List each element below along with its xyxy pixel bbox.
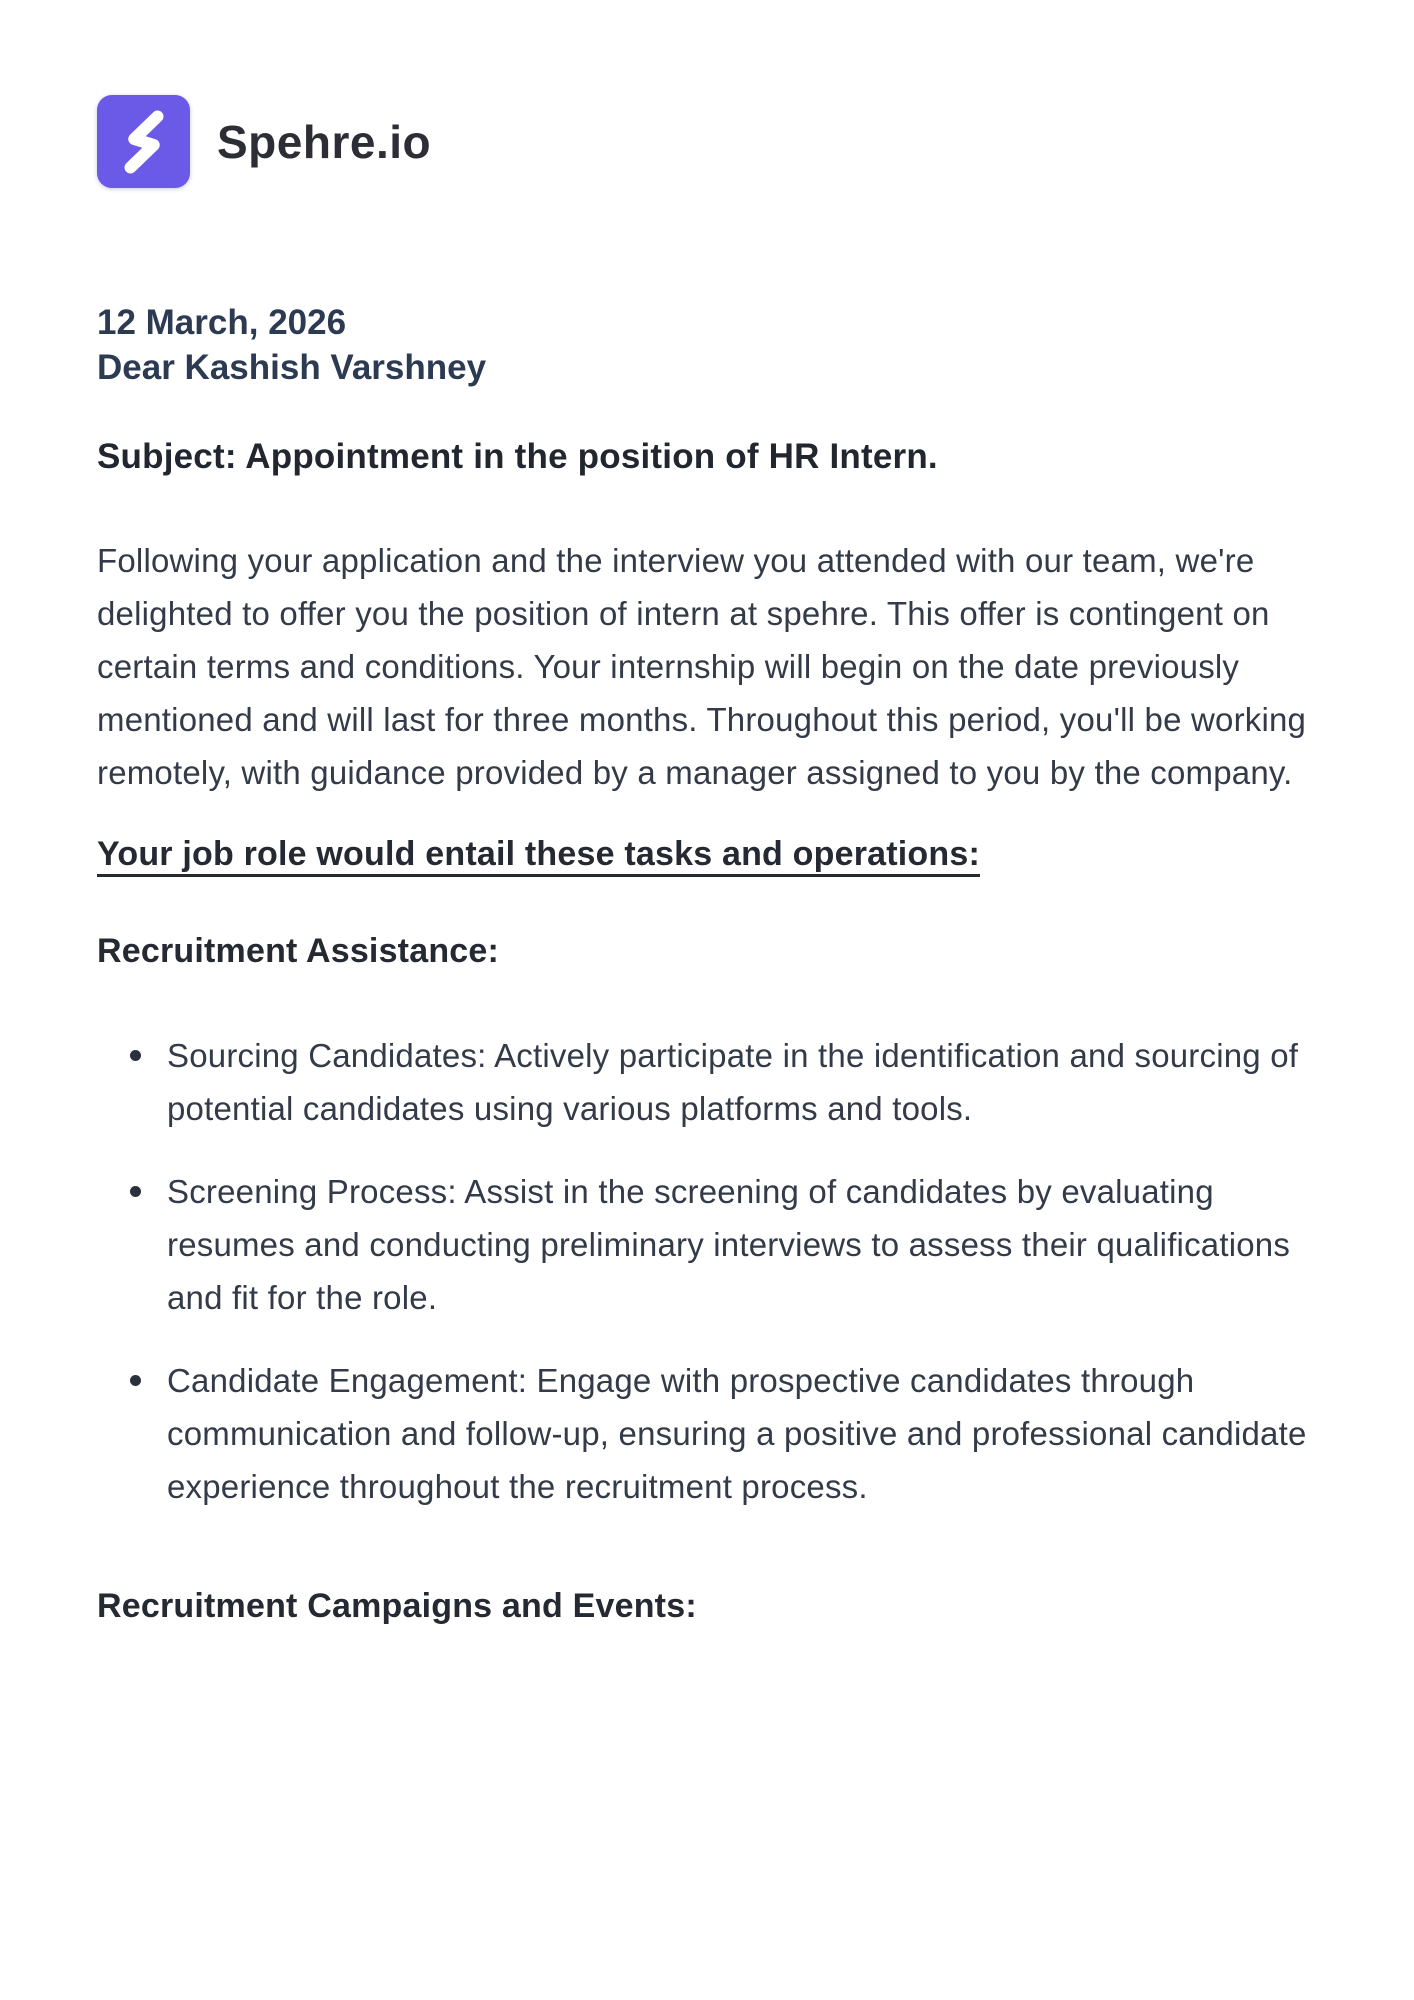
brand-header [97, 95, 1324, 188]
recruitment-assistance-list [97, 1029, 1324, 1513]
list-item: Candidate Engagement: Engage with prospective candidates through communication and follow-up, ensuring a positive and professional candidate experience throughout the recruitment process. [97, 1354, 1324, 1513]
letter-date: 12 March, 2026 [97, 303, 347, 342]
spehre-logo-badge [97, 95, 190, 188]
job-role-section-heading: Your job role would entail these tasks and operations: [97, 835, 980, 873]
recruitment-assistance-heading: Recruitment Assistance: [97, 932, 500, 970]
list-item: Sourcing Candidates: Actively participate in the identification and sourcing of potential candidates using various platforms and tools. [97, 1029, 1324, 1135]
letter-subject: Subject: Appointment in the position of HR Intern. [97, 437, 938, 476]
s-bolt-icon [108, 106, 180, 178]
recruitment-campaigns-heading: Recruitment Campaigns and Events: [97, 1587, 697, 1625]
letter-header-block [97, 300, 1324, 390]
letter-greeting: Dear Kashish Varshney [97, 348, 487, 387]
letter-intro-paragraph: Following your application and the interview you attended with our team, we're delighted to offer you the position of intern at spehre. This offer is contingent on certain terms and conditions. Your internship will begin on the date previously mentioned and will last for three months. Throughout this period, you'll be working remotely, with guidance provided by a manager assigned to you by the company. [97, 542, 1307, 791]
list-item: Screening Process: Assist in the screening of candidates by evaluating resumes and conducting preliminary interviews to assess their qualifications and fit for the role. [97, 1165, 1324, 1324]
brand-name: Spehre.io [217, 115, 432, 168]
